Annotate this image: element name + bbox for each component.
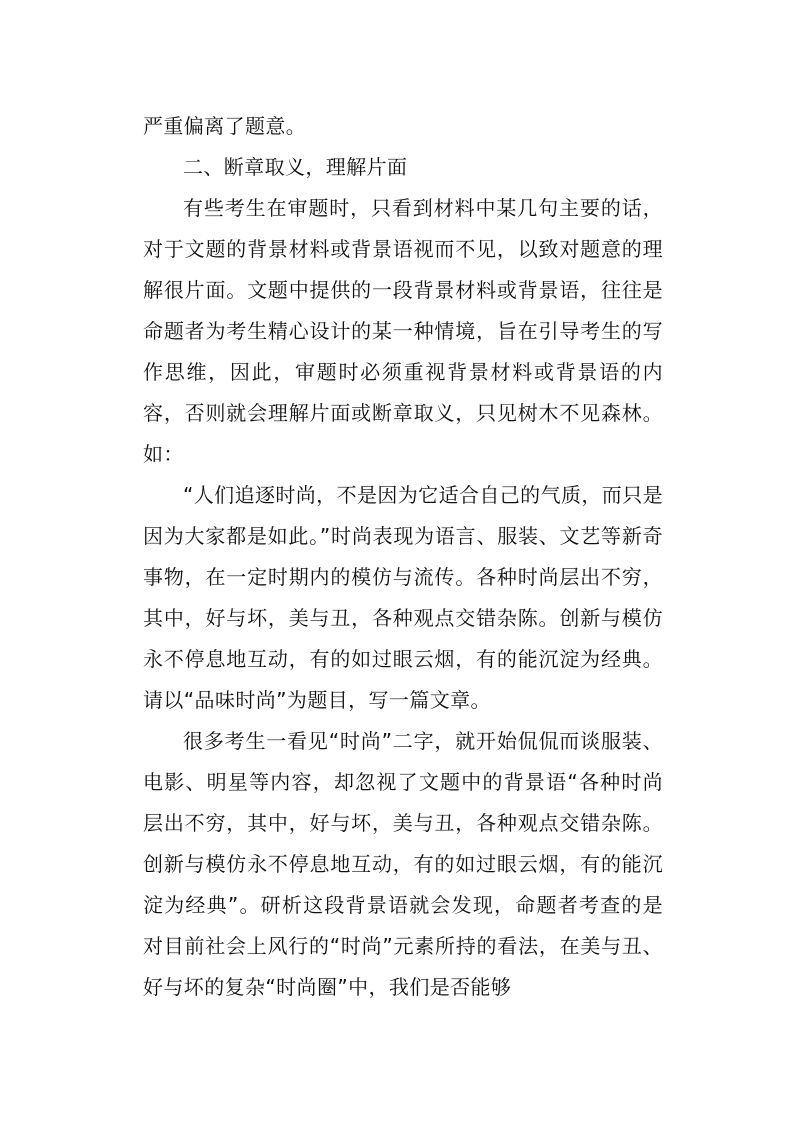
document-body [143, 106, 663, 1008]
paragraph: 有些考生在审题时，只看到材料中某几句主要的话，对于文题的背景材料或背景语视而不见，以致对题意的理解很片面。文题中提供的一段背景材料或背景语，往往是命题者为考生精心设计的某一种情境，旨在引导考生的写作思维，因此，审题时必须重视背景材料或背景语的内容，否则就会理解片面或断章取义，只见树木不见森林。如： [143, 196, 663, 466]
paragraph-continuation: 严重偏离了题意。 [143, 114, 307, 138]
section-heading: 二、断章取义，理解片面 [183, 155, 408, 179]
example-prompt: “人们追逐时尚，不是因为它适合自己的气质，而只是因为大家都是如此。”时尚表现为语言、服装、文艺等新奇事物，在一定时期内的模仿与流传。各种时尚层出不穷，其中，好与坏，美与丑，各种观点交错杂陈。创新与模仿永不停息地互动，有的如过眼云烟，有的能沉淀为经典。请以“品味时尚”为题目，写一篇文章。 [143, 483, 663, 712]
paragraph: 很多考生一看见“时尚”二字，就开始侃侃而谈服装、电影、明星等内容，却忽视了文题中的背景语“各种时尚层出不穷，其中，好与坏，美与丑，各种观点交错杂陈。创新与模仿永不停息地互动，有的如过眼云烟，有的能沉淀为经典”。研析这段背景语就会发现，命题者考查的是对目前社会上风行的“时尚”元素所持的看法，在美与丑、好与坏的复杂“时尚圈”中，我们是否能够 [143, 729, 663, 999]
